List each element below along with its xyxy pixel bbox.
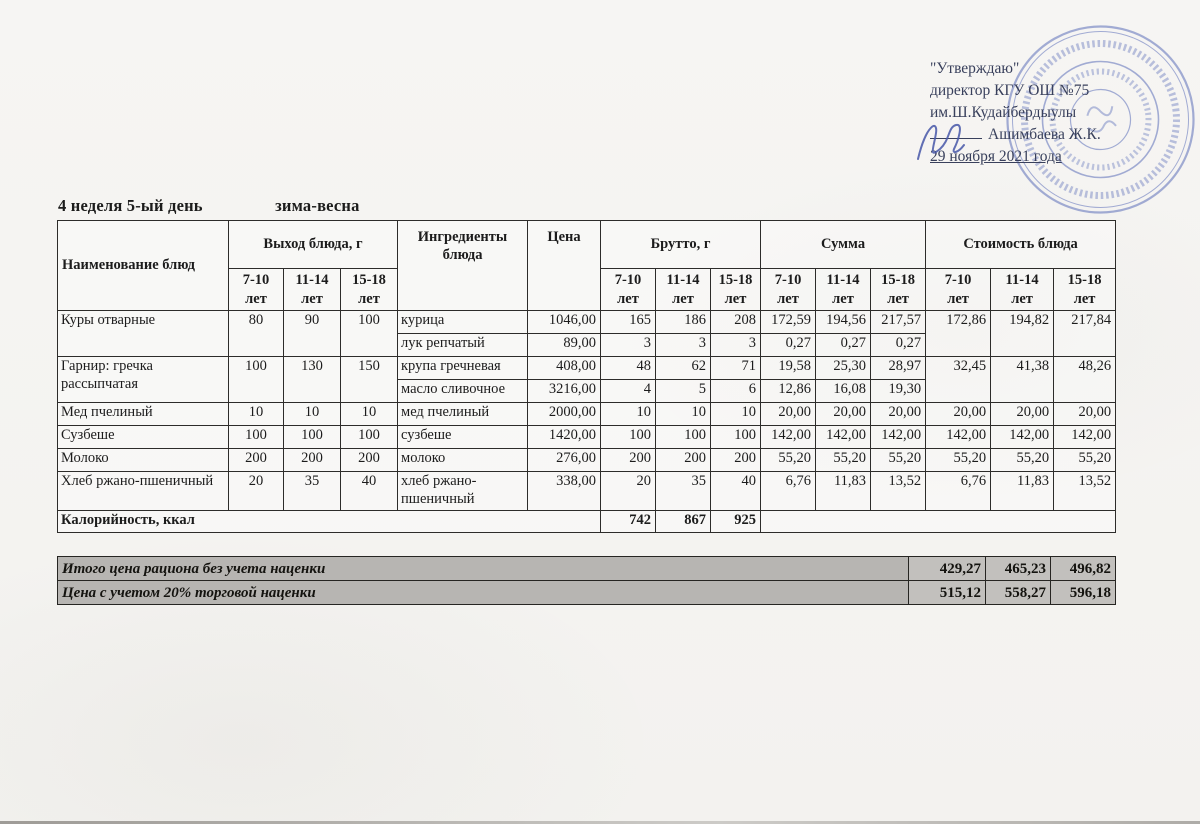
table-row <box>58 472 1116 511</box>
output-cell: 100 <box>341 311 398 357</box>
cost-cell: 142,00 <box>991 426 1054 449</box>
brutto-cell: 71 <box>711 357 761 380</box>
col-header-sum: Сумма <box>761 221 926 269</box>
col-header-brutto: Брутто, г <box>601 221 761 269</box>
brutto-cell: 6 <box>711 380 761 403</box>
output-cell: 200 <box>229 449 284 472</box>
ingredient-cell: мед пчелиный <box>398 403 528 426</box>
dish-name-cell: Сузбеше <box>58 426 229 449</box>
age-header: 15-18 лет <box>711 269 761 311</box>
sum-cell: 20,00 <box>761 403 816 426</box>
col-header-dish-name: Наименование блюд <box>58 221 229 311</box>
brutto-cell: 5 <box>656 380 711 403</box>
brutto-cell: 10 <box>601 403 656 426</box>
totals-value: 515,12 <box>909 581 986 605</box>
brutto-cell: 48 <box>601 357 656 380</box>
totals-label: Итого цена рациона без учета наценки <box>58 557 909 581</box>
ingredient-cell: крупа гречневая <box>398 357 528 380</box>
price-cell: 338,00 <box>528 472 601 511</box>
dish-name-cell: Мед пчелиный <box>58 403 229 426</box>
brutto-cell: 20 <box>601 472 656 511</box>
ingredient-cell: лук репчатый <box>398 334 528 357</box>
totals-value: 558,27 <box>986 581 1051 605</box>
sum-cell: 25,30 <box>816 357 871 380</box>
brutto-cell: 200 <box>711 449 761 472</box>
output-cell: 100 <box>229 357 284 403</box>
age-header: 11-14 лет <box>284 269 341 311</box>
sum-cell: 142,00 <box>761 426 816 449</box>
cost-cell: 172,86 <box>926 311 991 357</box>
dish-name-cell: Куры отварные <box>58 311 229 357</box>
cost-cell: 20,00 <box>991 403 1054 426</box>
price-cell: 1420,00 <box>528 426 601 449</box>
cost-cell: 142,00 <box>926 426 991 449</box>
brutto-cell: 100 <box>656 426 711 449</box>
cost-cell: 217,84 <box>1054 311 1116 357</box>
menu-title <box>58 196 360 216</box>
totals-row-no-markup <box>58 557 1116 581</box>
cost-cell: 142,00 <box>1054 426 1116 449</box>
output-cell: 200 <box>284 449 341 472</box>
calories-value: 867 <box>656 511 711 533</box>
cost-cell: 20,00 <box>1054 403 1116 426</box>
sum-cell: 19,58 <box>761 357 816 380</box>
sum-cell: 6,76 <box>761 472 816 511</box>
age-header: 7-10 лет <box>601 269 656 311</box>
totals-label: Цена с учетом 20% торговой наценки <box>58 581 909 605</box>
sum-cell: 19,30 <box>871 380 926 403</box>
col-header-price: Цена <box>528 221 601 311</box>
calories-empty-cell <box>761 511 1116 533</box>
sum-cell: 13,52 <box>871 472 926 511</box>
approval-school: им.Ш.Кудайбердыулы <box>930 104 1077 121</box>
col-header-ingredients: Ингредиенты блюда <box>398 221 528 311</box>
age-header: 7-10 лет <box>926 269 991 311</box>
brutto-cell: 200 <box>656 449 711 472</box>
cost-cell: 20,00 <box>926 403 991 426</box>
age-header: 7-10 лет <box>229 269 284 311</box>
sum-cell: 194,56 <box>816 311 871 334</box>
price-cell: 3216,00 <box>528 380 601 403</box>
menu-title-season: зима-весна <box>275 196 360 215</box>
brutto-cell: 62 <box>656 357 711 380</box>
approval-date: 29 ноября 2021 года <box>930 148 1062 165</box>
sum-cell: 55,20 <box>871 449 926 472</box>
calories-value: 742 <box>601 511 656 533</box>
dish-name-cell: Хлеб ржано-пшеничный <box>58 472 229 511</box>
age-header: 11-14 лет <box>656 269 711 311</box>
age-header: 15-18 лет <box>871 269 926 311</box>
ingredient-cell: молоко <box>398 449 528 472</box>
price-cell: 1046,00 <box>528 311 601 334</box>
ingredient-cell: масло сливочное <box>398 380 528 403</box>
cost-cell: 55,20 <box>991 449 1054 472</box>
signature-underline <box>930 125 982 139</box>
brutto-cell: 10 <box>711 403 761 426</box>
table-row <box>58 311 1116 334</box>
approval-word: "Утверждаю" <box>930 60 1020 77</box>
calories-row <box>58 511 1116 533</box>
table-row <box>58 426 1116 449</box>
cost-cell: 55,20 <box>1054 449 1116 472</box>
output-cell: 40 <box>341 472 398 511</box>
sum-cell: 172,59 <box>761 311 816 334</box>
age-header: 15-18 лет <box>1054 269 1116 311</box>
ingredient-cell: курица <box>398 311 528 334</box>
sum-cell: 0,27 <box>761 334 816 357</box>
sum-cell: 28,97 <box>871 357 926 380</box>
price-cell: 2000,00 <box>528 403 601 426</box>
output-cell: 20 <box>229 472 284 511</box>
age-header: 15-18 лет <box>341 269 398 311</box>
output-cell: 10 <box>341 403 398 426</box>
brutto-cell: 100 <box>601 426 656 449</box>
cost-cell: 6,76 <box>926 472 991 511</box>
cost-cell: 41,38 <box>991 357 1054 403</box>
price-cell: 89,00 <box>528 334 601 357</box>
brutto-cell: 4 <box>601 380 656 403</box>
header-row-groups <box>58 221 1116 269</box>
cost-cell: 55,20 <box>926 449 991 472</box>
brutto-cell: 3 <box>711 334 761 357</box>
cost-cell: 194,82 <box>991 311 1054 357</box>
col-header-output: Выход блюда, г <box>229 221 398 269</box>
output-cell: 100 <box>284 426 341 449</box>
brutto-cell: 3 <box>656 334 711 357</box>
sum-cell: 55,20 <box>816 449 871 472</box>
table-row <box>58 357 1116 380</box>
cost-cell: 11,83 <box>991 472 1054 511</box>
brutto-cell: 200 <box>601 449 656 472</box>
totals-value: 596,18 <box>1051 581 1116 605</box>
output-cell: 90 <box>284 311 341 357</box>
output-cell: 80 <box>229 311 284 357</box>
totals-table <box>57 556 1116 605</box>
age-header: 7-10 лет <box>761 269 816 311</box>
sum-cell: 20,00 <box>871 403 926 426</box>
totals-value: 429,27 <box>909 557 986 581</box>
output-cell: 10 <box>229 403 284 426</box>
dish-name-cell: Гарнир: гречка рассыпчатая <box>58 357 229 403</box>
sum-cell: 20,00 <box>816 403 871 426</box>
sum-cell: 55,20 <box>761 449 816 472</box>
calories-value: 925 <box>711 511 761 533</box>
output-cell: 100 <box>341 426 398 449</box>
price-cell: 408,00 <box>528 357 601 380</box>
brutto-cell: 10 <box>656 403 711 426</box>
age-header: 11-14 лет <box>991 269 1054 311</box>
output-cell: 150 <box>341 357 398 403</box>
approval-director: директор КГУ ОШ №75 <box>930 82 1090 99</box>
brutto-cell: 100 <box>711 426 761 449</box>
brutto-cell: 186 <box>656 311 711 334</box>
table-row <box>58 403 1116 426</box>
cost-cell: 13,52 <box>1054 472 1116 511</box>
sum-cell: 0,27 <box>816 334 871 357</box>
totals-value: 496,82 <box>1051 557 1116 581</box>
ingredient-cell: хлеб ржано-пшеничный <box>398 472 528 511</box>
ingredient-cell: сузбеше <box>398 426 528 449</box>
menu-table <box>57 220 1116 533</box>
col-header-cost: Стоимость блюда <box>926 221 1116 269</box>
output-cell: 10 <box>284 403 341 426</box>
output-cell: 200 <box>341 449 398 472</box>
sum-cell: 217,57 <box>871 311 926 334</box>
sum-cell: 16,08 <box>816 380 871 403</box>
totals-row-with-markup <box>58 581 1116 605</box>
sum-cell: 12,86 <box>761 380 816 403</box>
dish-name-cell: Молоко <box>58 449 229 472</box>
sum-cell: 142,00 <box>816 426 871 449</box>
menu-title-week: 4 неделя 5-ый день <box>58 196 203 215</box>
cost-cell: 48,26 <box>1054 357 1116 403</box>
output-cell: 130 <box>284 357 341 403</box>
approval-signature-line <box>930 124 1180 146</box>
brutto-cell: 165 <box>601 311 656 334</box>
table-row <box>58 449 1116 472</box>
brutto-cell: 3 <box>601 334 656 357</box>
output-cell: 100 <box>229 426 284 449</box>
approval-block <box>930 58 1180 168</box>
sum-cell: 142,00 <box>871 426 926 449</box>
brutto-cell: 35 <box>656 472 711 511</box>
cost-cell: 32,45 <box>926 357 991 403</box>
price-cell: 276,00 <box>528 449 601 472</box>
totals-value: 465,23 <box>986 557 1051 581</box>
brutto-cell: 40 <box>711 472 761 511</box>
approval-name: Ашимбаева Ж.К. <box>988 126 1101 143</box>
output-cell: 35 <box>284 472 341 511</box>
age-header: 11-14 лет <box>816 269 871 311</box>
sum-cell: 0,27 <box>871 334 926 357</box>
calories-label: Калорийность, ккал <box>58 511 601 533</box>
sum-cell: 11,83 <box>816 472 871 511</box>
brutto-cell: 208 <box>711 311 761 334</box>
